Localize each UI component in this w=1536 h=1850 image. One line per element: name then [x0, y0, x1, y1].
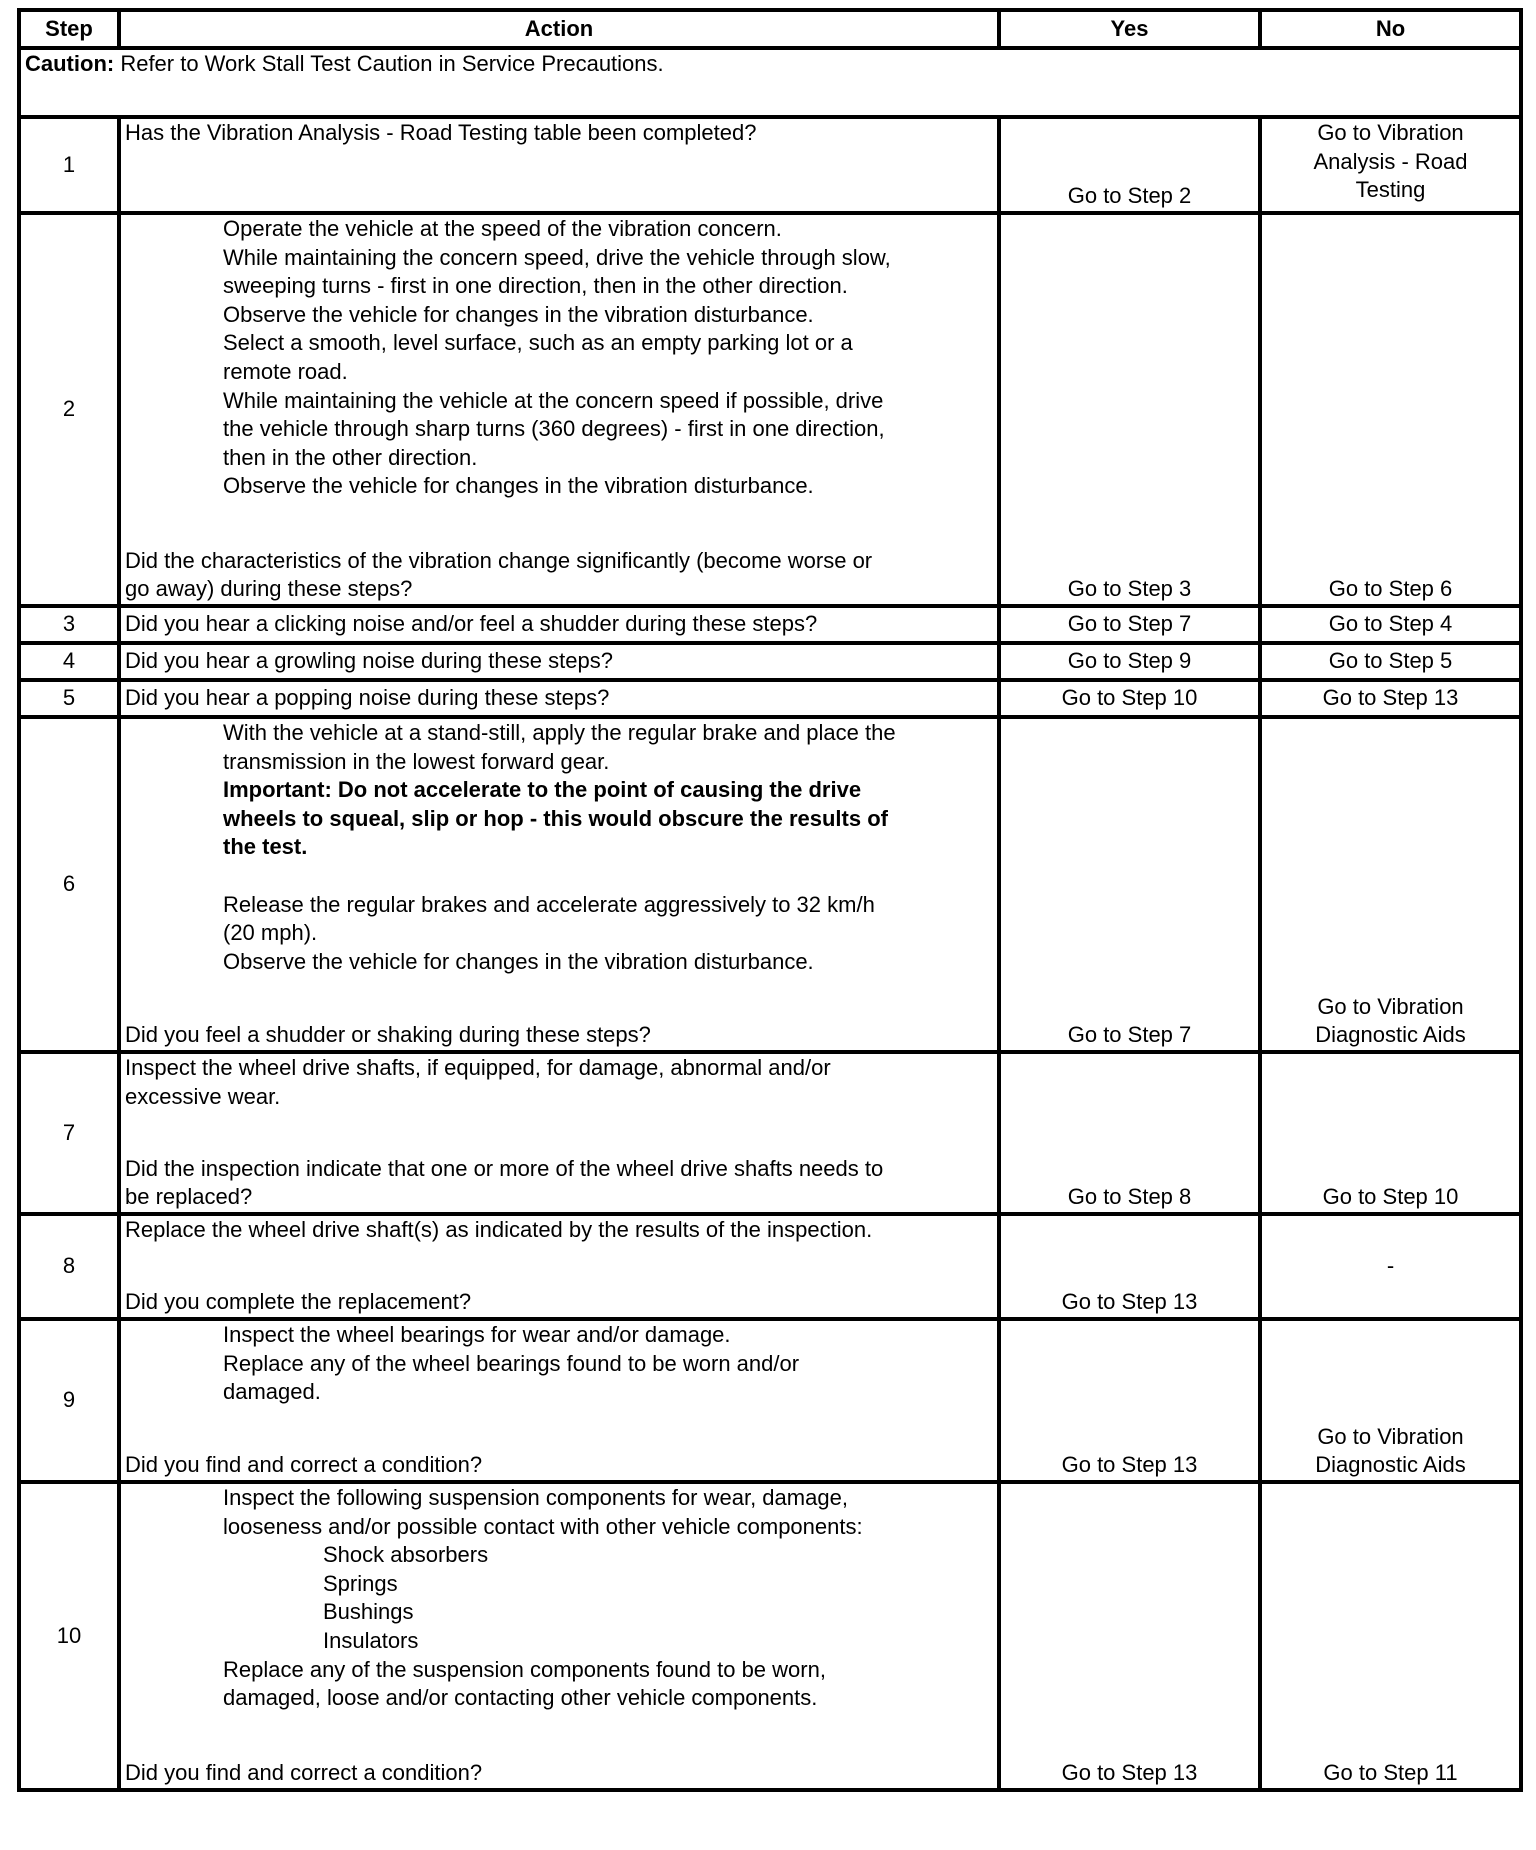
no-text: Diagnostic Aids	[1315, 1452, 1466, 1478]
question-text: Did you feel a shudder or shaking during these steps?	[125, 1022, 651, 1048]
yes-cell: Go to Step 9	[999, 643, 1260, 680]
question-text: Has the Vibration Analysis - Road Testing table been completed?	[125, 120, 757, 145]
instruction-line: Inspect the following suspension components for wear, damage,	[223, 1485, 848, 1510]
step-number: 1	[19, 117, 119, 213]
instruction-line: sweeping turns - first in one direction, then in the other direction.	[223, 273, 848, 299]
question	[125, 1451, 993, 1480]
instruction-line: Inspect the wheel drive shafts, if equipped, for damage, abnormal and/or	[125, 1055, 831, 1080]
table-row	[19, 1052, 1521, 1214]
instruction-line: then in the other direction.	[223, 444, 478, 470]
no-cell: Go to Step 5	[1260, 643, 1521, 680]
no-text: Go to Vibration	[1317, 993, 1464, 1019]
instruction-list	[125, 215, 993, 501]
instruction-line: damaged.	[223, 1379, 321, 1405]
step-number: 6	[19, 717, 119, 1052]
instruction-line: Observe the vehicle for changes in the vibration disturbance.	[223, 473, 814, 499]
question	[125, 1288, 993, 1317]
step-number: 8	[19, 1214, 119, 1319]
no-cell: -	[1260, 1214, 1521, 1319]
table-row	[19, 606, 1521, 643]
instruction-line: Select a smooth, level surface, such as an empty parking lot or a	[223, 330, 853, 356]
question-text: Did you hear a growling noise during these steps?	[119, 643, 999, 680]
header-no: No	[1260, 10, 1521, 48]
question	[125, 1021, 993, 1050]
no-cell	[1260, 1319, 1521, 1482]
header-row	[19, 10, 1521, 48]
no-text: Analysis - Road	[1313, 148, 1468, 174]
instruction-list	[125, 1216, 993, 1245]
no-cell: Go to Step 13	[1260, 680, 1521, 717]
component-item: Insulators	[323, 1627, 419, 1653]
header-action: Action	[119, 10, 999, 48]
instruction-line: transmission in the lowest forward gear.	[223, 748, 610, 774]
yes-cell: Go to Step 2	[999, 117, 1260, 213]
instruction-list	[125, 1484, 993, 1713]
instruction-list	[125, 1321, 993, 1407]
instruction-line: Replace any of the wheel bearings found to be worn and/or	[223, 1350, 800, 1376]
instruction-line: Replace any of the suspension components found to be worn,	[223, 1656, 826, 1682]
instruction-list	[125, 719, 993, 976]
no-text: Go to Vibration	[1317, 120, 1464, 145]
instruction-line: With the vehicle at a stand-still, apply the regular brake and place the	[223, 720, 896, 745]
yes-cell: Go to Step 10	[999, 680, 1260, 717]
yes-cell: Go to Step 7	[999, 606, 1260, 643]
important-note: wheels to squeal, slip or hop - this would obscure the results of	[223, 805, 888, 831]
caution-row	[19, 48, 1521, 117]
step-number: 4	[19, 643, 119, 680]
question-text: Did you hear a popping noise during these steps?	[119, 680, 999, 717]
instruction-line: (20 mph).	[223, 920, 318, 946]
step-number: 5	[19, 680, 119, 717]
table-row	[19, 213, 1521, 606]
no-cell: Go to Step 4	[1260, 606, 1521, 643]
action-cell	[119, 1052, 999, 1214]
instruction-line: damaged, loose and/or contacting other vehicle components.	[223, 1685, 818, 1711]
caution-label: Caution:	[25, 51, 115, 76]
component-list	[223, 1541, 993, 1655]
instruction-line: remote road.	[223, 358, 348, 384]
instruction-line: excessive wear.	[125, 1083, 281, 1109]
question	[125, 547, 993, 604]
action-cell	[119, 117, 999, 213]
step-number: 2	[19, 213, 119, 606]
yes-cell: Go to Step 13	[999, 1482, 1260, 1790]
important-note: the test.	[223, 834, 308, 860]
no-text: Testing	[1355, 177, 1426, 203]
instruction-list	[125, 1054, 993, 1111]
question-text: be replaced?	[125, 1184, 253, 1210]
action-cell	[119, 1482, 999, 1790]
action-cell	[119, 1214, 999, 1319]
instruction-line: Inspect the wheel bearings for wear and/or damage.	[223, 1322, 731, 1347]
table-row	[19, 643, 1521, 680]
instruction-line: Release the regular brakes and accelerate aggressively to 32 km/h	[223, 891, 875, 917]
no-text: Diagnostic Aids	[1315, 1022, 1466, 1048]
action-cell	[119, 1319, 999, 1482]
action-cell	[119, 717, 999, 1052]
component-item: Shock absorbers	[323, 1542, 489, 1568]
diagnostic-table	[17, 8, 1523, 1792]
table-row	[19, 1319, 1521, 1482]
question-text: go away) during these steps?	[125, 576, 413, 602]
no-cell: Go to Step 6	[1260, 213, 1521, 606]
table-row	[19, 117, 1521, 213]
table-row	[19, 717, 1521, 1052]
action-cell	[119, 213, 999, 606]
step-number: 7	[19, 1052, 119, 1214]
instruction-line: Observe the vehicle for changes in the vibration disturbance.	[223, 948, 814, 974]
instruction-line: Replace the wheel drive shaft(s) as indicated by the results of the inspection.	[125, 1217, 873, 1242]
question-text: Did you complete the replacement?	[125, 1289, 472, 1315]
question-text: Did you find and correct a condition?	[125, 1760, 483, 1786]
component-item: Springs	[323, 1570, 398, 1596]
table-row	[19, 1482, 1521, 1790]
yes-cell: Go to Step 7	[999, 717, 1260, 1052]
no-cell: Go to Step 11	[1260, 1482, 1521, 1790]
caution-cell	[19, 48, 1521, 117]
yes-cell: Go to Step 13	[999, 1319, 1260, 1482]
header-yes: Yes	[999, 10, 1260, 48]
yes-cell: Go to Step 3	[999, 213, 1260, 606]
table-row	[19, 680, 1521, 717]
question-text: Did you find and correct a condition?	[125, 1452, 483, 1478]
instruction-line: the vehicle through sharp turns (360 degrees) - first in one direction,	[223, 416, 885, 442]
instruction-line: Observe the vehicle for changes in the vibration disturbance.	[223, 301, 814, 327]
step-number: 3	[19, 606, 119, 643]
question-text: Did the inspection indicate that one or more of the wheel drive shafts needs to	[125, 1155, 884, 1181]
no-cell	[1260, 117, 1521, 213]
instruction-line: While maintaining the concern speed, drive the vehicle through slow,	[223, 244, 891, 270]
instruction-line: While maintaining the vehicle at the concern speed if possible, drive	[223, 387, 884, 413]
no-cell: Go to Step 10	[1260, 1052, 1521, 1214]
caution-text: Refer to Work Stall Test Caution in Service Precautions.	[114, 51, 664, 76]
question	[125, 1759, 993, 1788]
question	[125, 1155, 993, 1212]
no-cell	[1260, 717, 1521, 1052]
question-text: Did the characteristics of the vibration change significantly (become worse or	[125, 547, 873, 573]
yes-cell: Go to Step 8	[999, 1052, 1260, 1214]
yes-cell: Go to Step 13	[999, 1214, 1260, 1319]
step-number: 10	[19, 1482, 119, 1790]
question-text: Did you hear a clicking noise and/or feel a shudder during these steps?	[119, 606, 999, 643]
header-step: Step	[19, 10, 119, 48]
instruction-line: looseness and/or possible contact with other vehicle components:	[223, 1513, 863, 1539]
important-note: Important: Do not accelerate to the point of causing the drive	[223, 777, 862, 803]
step-number: 9	[19, 1319, 119, 1482]
instruction-line: Operate the vehicle at the speed of the vibration concern.	[223, 216, 782, 241]
component-item: Bushings	[323, 1599, 414, 1625]
no-text: Go to Vibration	[1317, 1423, 1464, 1449]
table-row	[19, 1214, 1521, 1319]
